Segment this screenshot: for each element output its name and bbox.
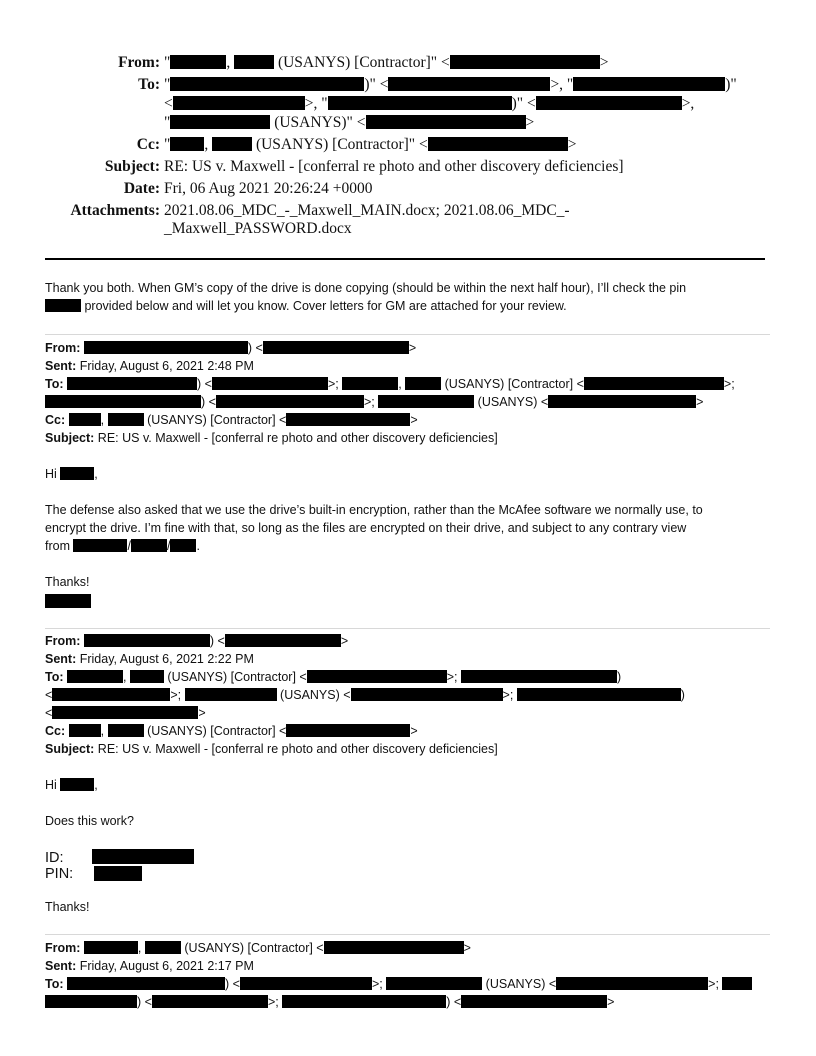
email1-signature-redaction — [45, 594, 91, 608]
email1-subject: Subject: RE: US v. Maxwell - [conferral re photo and other discovery deficiencies] — [45, 431, 498, 445]
email2-to-line1: To: , (USANYS) [Contractor] < >; ) — [45, 670, 622, 684]
separator-2 — [45, 628, 770, 629]
email1-from: From: ) < > — [45, 341, 417, 355]
email2-thanks: Thanks! — [45, 900, 90, 914]
date-label: Date: — [123, 180, 160, 197]
id-label: ID: — [45, 850, 64, 866]
pin-label: PIN: — [45, 866, 74, 882]
email3-to-line2: ) < >; ) < > — [45, 995, 614, 1009]
email2-to-line2: < >; (USANYS) < >; ) — [45, 688, 685, 702]
separator-1 — [45, 334, 770, 335]
date-value: Fri, 06 Aug 2021 20:26:24 +0000 — [164, 180, 373, 197]
email1-to-line2: ) < >; (USANYS) < > — [45, 395, 703, 409]
to-label: To: — [138, 76, 160, 93]
subject-label: Subject: — [104, 158, 160, 175]
email1-to-line1: To: ) < >; , (USANYS) [Contractor] < >; — [45, 377, 735, 391]
email1-thanks: Thanks! — [45, 575, 90, 589]
pin-redaction — [94, 866, 142, 881]
separator-3 — [45, 934, 770, 935]
email2-question: Does this work? — [45, 814, 134, 828]
cc-value: " , (USANYS) [Contractor]" < > — [164, 136, 577, 153]
email2-to-line3: < > — [45, 706, 206, 720]
email1-sent: Sent: Friday, August 6, 2021 2:48 PM — [45, 359, 254, 373]
to-value-line1: " )" < >, " )" — [164, 76, 737, 93]
cc-label: Cc: — [136, 136, 160, 153]
email1-para-line1: The defense also asked that we use the drive’s built-in encryption, rather than the McAfee software we normally use, to — [45, 503, 703, 517]
email3-to-line1: To: ) < >; (USANYS) < >; — [45, 977, 752, 991]
email3-from: From: , (USANYS) [Contractor] < > — [45, 941, 471, 955]
email1-greeting: Hi , — [45, 467, 98, 481]
email2-greeting: Hi , — [45, 778, 98, 792]
body-paragraph-line1: Thank you both. When GM’s copy of the drive is done copying (should be within the next half hour), I’ll check the pin — [45, 281, 687, 295]
id-redaction — [92, 849, 194, 864]
attachment-line-1[interactable]: 2021.08.06_MDC_-_Maxwell_MAIN.docx; 2021.08.06_MDC_- — [164, 202, 570, 219]
email1-para-line2: encrypt the drive. I’m fine with that, so long as the files are encrypted on their drive, and subject to any contrary view — [45, 521, 687, 535]
email3-sent: Sent: Friday, August 6, 2021 2:17 PM — [45, 959, 254, 973]
email1-cc: Cc: , (USANYS) [Contractor] < > — [45, 413, 418, 427]
from-value: " , (USANYS) [Contractor]" < > — [164, 54, 609, 71]
email1-para-line3: from / / . — [45, 539, 200, 553]
email2-sent: Sent: Friday, August 6, 2021 2:22 PM — [45, 652, 254, 666]
body-paragraph-line2: provided below and will let you know. Cover letters for GM are attached for your review. — [45, 299, 567, 313]
header-divider — [45, 258, 765, 260]
to-value-line2: < >, " )" < >, — [164, 95, 695, 112]
to-value-line3: " (USANYS)" < > — [164, 114, 535, 131]
subject-value: RE: US v. Maxwell - [conferral re photo and other discovery deficiencies] — [164, 158, 624, 175]
from-label: From: — [118, 54, 160, 71]
attachment-line-2[interactable]: _Maxwell_PASSWORD.docx — [164, 220, 352, 237]
email2-subject: Subject: RE: US v. Maxwell - [conferral re photo and other discovery deficiencies] — [45, 742, 498, 756]
email2-cc: Cc: , (USANYS) [Contractor] < > — [45, 724, 418, 738]
email2-from: From: ) < > — [45, 634, 349, 648]
attachments-label: Attachments: — [70, 202, 160, 219]
